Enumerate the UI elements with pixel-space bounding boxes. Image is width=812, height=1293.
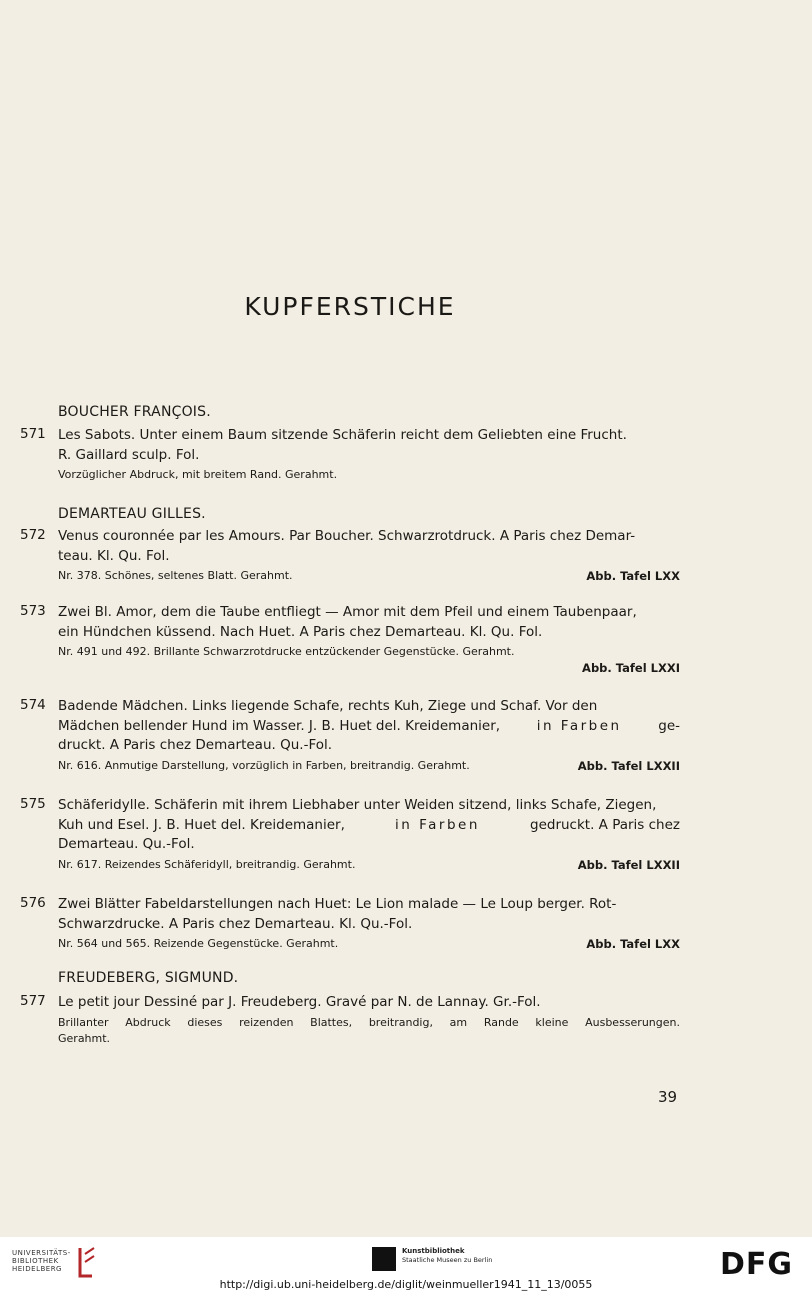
catalog-entry-574 — [20, 697, 680, 774]
entry-note: Nr. 617. Reizendes Schäferidyll, breitrandig. Gerahmt. Abb. Tafel LXXII — [58, 857, 680, 872]
dfg-logo: DFG — [720, 1247, 794, 1282]
page-title: KUPFERSTICHE — [244, 292, 456, 321]
plate-reference: Abb. Tafel LXXII — [577, 857, 680, 872]
entry-note: Brillanter Abdruck dieses reizenden Blattes, breitrandig, am Rande kleine Ausbesserungen. Gerahmt. — [58, 1015, 680, 1045]
entry-description: Schäferidylle. Schäferin mit ihrem Liebhaber unter Weiden sitzend, links Schafe, Ziegen, Kuh und Esel. J. B. Huet del. Kreidemanier, in Farben gedruckt. A Paris chez Demarteau. Qu.-Fol. — [58, 797, 680, 852]
catalog-entry-575 — [20, 796, 680, 873]
catalog-entry-571 — [20, 426, 680, 483]
page-number: 39 — [658, 1088, 678, 1106]
entry-number: 577 — [20, 993, 46, 1009]
heidelberg-emblem-icon — [76, 1244, 98, 1280]
plate-reference: Abb. Tafel LXXI — [582, 661, 680, 675]
section-heading-demarteau: DEMARTEAU GILLES. — [58, 506, 206, 522]
catalog-entry-572 — [20, 527, 680, 584]
catalog-entry-577 — [20, 993, 680, 1047]
entry-description: Zwei Blätter Fabeldarstellungen nach Huet: Le Lion malade — Le Loup berger. Rot- Schwarzdrucke. A Paris chez Demarteau. Kl. Qu.-Fol. — [58, 896, 617, 932]
entry-number: 571 — [20, 426, 46, 442]
section-heading-boucher: BOUCHER FRANÇOIS. — [58, 404, 211, 420]
entry-number: 573 — [20, 603, 46, 619]
entry-note: Vorzüglicher Abdruck, mit breitem Rand. Gerahmt. — [58, 468, 338, 481]
entry-number: 572 — [20, 527, 46, 543]
plate-reference: Abb. Tafel LXXII — [577, 758, 680, 773]
source-url[interactable]: http://digi.ub.uni-heidelberg.de/diglit/weinmueller1941_11_13/0055 — [219, 1278, 593, 1291]
plate-reference: Abb. Tafel LXX — [586, 937, 680, 951]
entry-description: Venus couronnée par les Amours. Par Boucher. Schwarzrotdruck. A Paris chez Demar- teau. Kl. Qu. Fol. — [58, 528, 636, 564]
entry-description: Badende Mädchen. Links liegende Schafe, rechts Kuh, Ziege und Schaf. Vor den Mädchen bellender Hund im Wasser. J. B. Huet del. Kreidemanier, in Farben ge- druckt. A Paris chez Demarteau. Qu.-Fol. — [58, 698, 680, 753]
entry-number: 574 — [20, 697, 46, 713]
catalog-entry-573 — [20, 603, 680, 676]
catalog-entry-576 — [20, 895, 680, 952]
heidelberg-library-logo: UNIVERSITÄTS- BIBLIOTHEK HEIDELBERG — [12, 1249, 71, 1273]
plate-reference: Abb. Tafel LXX — [586, 569, 680, 583]
entry-number: 575 — [20, 796, 46, 812]
entry-description: Zwei Bl. Amor, dem die Taube entfliegt — Amor mit dem Pfeil und einem Taubenpaar, ein Hündchen küssend. Nach Huet. A Paris chez Demarteau. Kl. Qu. Fol. — [58, 604, 637, 640]
entry-description: Le petit jour Dessiné par J. Freudeberg. Gravé par N. de Lannay. Gr.-Fol. — [58, 994, 541, 1010]
kunstbibliothek-logo-icon — [372, 1247, 396, 1271]
section-heading-freudeberg: FREUDEBERG, SIGMUND. — [58, 970, 239, 986]
entry-note: Nr. 491 und 492. Brillante Schwarzrotdrucke entzückender Gegenstücke. Gerahmt. — [58, 645, 515, 658]
entry-note: Nr. 616. Anmutige Darstellung, vorzüglich in Farben, breitrandig. Gerahmt. Abb. Tafel LXXII — [58, 758, 680, 773]
entry-description: Les Sabots. Unter einem Baum sitzende Schäferin reicht dem Geliebten eine Frucht. R. Gaillard sculp. Fol. — [58, 427, 627, 463]
entry-note: Nr. 378. Schönes, seltenes Blatt. Gerahmt. Abb. Tafel LXX — [58, 569, 680, 583]
entry-note: Nr. 564 und 565. Reizende Gegenstücke. Gerahmt. Abb. Tafel LXX — [58, 937, 680, 951]
entry-number: 576 — [20, 895, 46, 911]
kunstbibliothek-logo: Kunstbibliothek Staatliche Museen zu Berlin — [402, 1247, 493, 1264]
